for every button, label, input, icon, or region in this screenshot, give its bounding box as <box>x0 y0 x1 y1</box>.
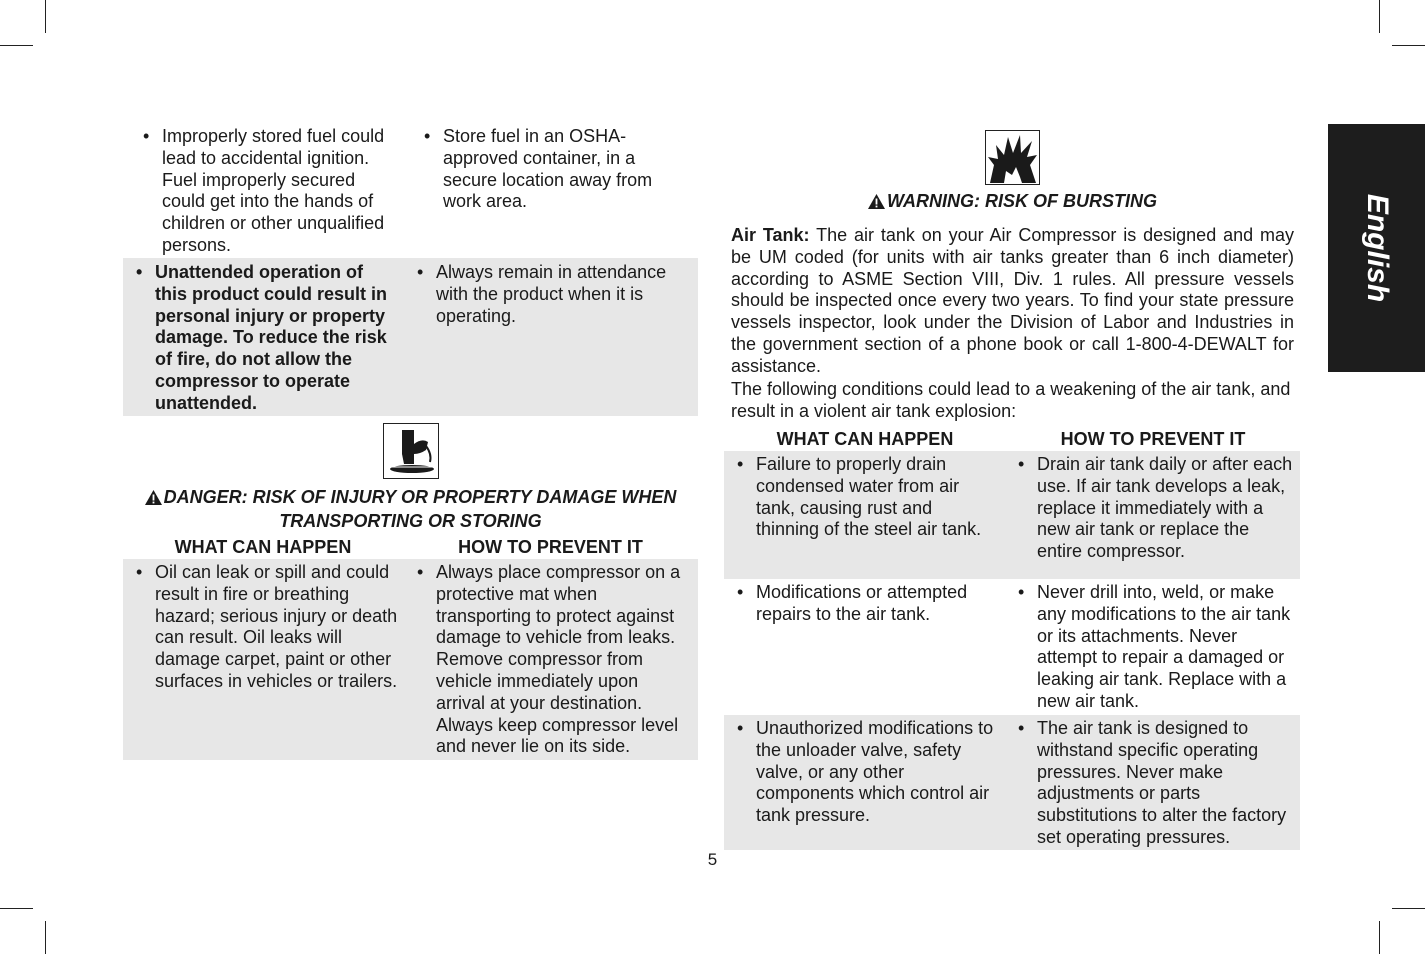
fuel-hazard-text: Improperly stored fuel could lead to accidental ignition. Fuel improperly secured could get into the hands of children or other unqualified persons. <box>162 126 385 255</box>
oil-prevention-item: • Always place compressor on a protective mat when transporting to protect against damage to vehicle from leaks. Remove compressor from vehicle immediately upon arrival at your destination. Always keep compressor level and never lie on its side. <box>417 562 689 758</box>
crop-mark <box>45 0 46 33</box>
fuel-hazard-item: • Improperly stored fuel could lead to accidental ignition. Fuel improperly secured could get into the hands of children or other unqualified persons. <box>143 126 393 257</box>
oil-spill-icon <box>383 423 439 479</box>
crop-mark <box>0 908 33 909</box>
language-tab <box>1328 124 1425 372</box>
crop-mark <box>1379 921 1380 954</box>
crop-mark <box>1392 45 1425 46</box>
unauthorized-hazard-text: Unauthorized modifications to the unloader valve, safety valve, or any other components which control air tank pressure. <box>756 718 994 826</box>
danger-title-line1: DANGER: RISK OF INJURY OR PROPERTY DAMAGE WHEN <box>163 487 677 507</box>
oil-prevention-text: Always place compressor on a protective mat when transporting to protect against damage to vehicle from leaks. Remove compressor from vehicle immediately upon arrival at your destination. Always keep compressor level and never lie on its side. <box>436 562 681 757</box>
drain-hazard-item: • Failure to properly drain condensed water from air tank, causing rust and thinning of the steel air tank. <box>737 454 999 541</box>
oil-hazard-text: Oil can leak or spill and could result in fire or breathing hazard; serious injury or death can result. Oil leaks will damage carpet, paint or other surfaces in vehicles or trailers. <box>155 562 398 691</box>
air-tank-text: The air tank on your Air Compressor is designed and may be UM coded (for units with air tanks greater than 6 inch diameter) according to ASME Section VIII, Div. 1 rules. All pressure vessels should be inspected once every two years. To find your state pressure vessels inspector, look under the Division of Labor and Industries in the government section of a phone book or call 1-800-4-DEWALT for assistance. <box>731 225 1294 376</box>
modification-prevention-text: Never drill into, weld, or make any modifications to the air tank or its attachments. Never attempt to repair a damaged or leaking air tank. Replace with a new air tank. <box>1037 582 1291 711</box>
alert-triangle-icon <box>868 193 885 215</box>
unattended-prevention-text: Always remain in attendance with the product when it is operating. <box>436 262 667 326</box>
warning-title-text: WARNING: RISK OF BURSTING <box>887 191 1157 211</box>
air-tank-label: Air Tank: <box>731 225 810 245</box>
unauthorized-prevention-text: The air tank is designed to withstand specific operating pressures. Never make adjustments or parts substitutions to alter the factory set operating pressures. <box>1037 718 1287 847</box>
unattended-hazard-text: Unattended operation of this product could result in personal injury or property damage. To reduce the risk of fire, do not allow the compressor to operate unattended. <box>155 262 388 413</box>
burst-explosion-icon <box>985 130 1040 185</box>
page-number: 5 <box>707 850 718 869</box>
modification-hazard-item: • Modifications or attempted repairs to the air tank. <box>737 582 999 626</box>
modification-hazard-text: Modifications or attempted repairs to the air tank. <box>756 582 968 624</box>
language-tab-label: English <box>1361 193 1394 303</box>
left-col-header-how: HOW TO PREVENT IT <box>458 537 643 557</box>
unattended-hazard-item: • Unattended operation of this product could result in personal injury or property damage. To reduce the risk of fire, do not allow the compressor to operate unattended. <box>136 262 394 415</box>
fuel-prevention-item: • Store fuel in an OSHA-approved container, in a secure location away from work area. <box>424 126 674 213</box>
modification-prevention-item: • Never drill into, weld, or make any modifications to the air tank or its attachments. Never attempt to repair a damaged or leaking air tank. Replace with a new air tank. <box>1018 582 1296 713</box>
unattended-prevention-item: • Always remain in attendance with the product when it is operating. <box>417 262 687 327</box>
conditions-paragraph: The following conditions could lead to a weakening of the air tank, and result in a violent air tank explosion: <box>731 379 1291 421</box>
air-tank-paragraph <box>731 225 1294 378</box>
danger-title <box>123 487 698 532</box>
alert-triangle-icon <box>145 489 162 511</box>
drain-prevention-item: • Drain air tank daily or after each use. If air tank develops a leak, replace it immediately with a new air tank or replace the entire compressor. <box>1018 454 1296 563</box>
crop-mark <box>1392 908 1425 909</box>
right-col-header-what: WHAT CAN HAPPEN <box>776 429 954 449</box>
crop-mark <box>45 921 46 954</box>
unauthorized-prevention-item: • The air tank is designed to withstand specific operating pressures. Never make adjustments or parts substitutions to alter the factory set operating pressures. <box>1018 718 1296 849</box>
drain-prevention-text: Drain air tank daily or after each use. If air tank develops a leak, replace it immediately with a new air tank or replace the entire compressor. <box>1037 454 1293 562</box>
fuel-prevention-text: Store fuel in an OSHA-approved container, in a secure location away from work area. <box>443 126 653 212</box>
warning-title <box>730 191 1295 215</box>
unauthorized-hazard-item: • Unauthorized modifications to the unloader valve, safety valve, or any other components which control air tank pressure. <box>737 718 999 827</box>
left-col-header-what: WHAT CAN HAPPEN <box>174 537 352 557</box>
crop-mark <box>1379 0 1380 33</box>
right-col-header-how: HOW TO PREVENT IT <box>1060 429 1246 449</box>
drain-hazard-text: Failure to properly drain condensed water from air tank, causing rust and thinning of the steel air tank. <box>756 454 982 540</box>
crop-mark <box>0 45 33 46</box>
danger-title-line2: TRANSPORTING OR STORING <box>279 510 542 531</box>
oil-hazard-item: • Oil can leak or spill and could result in fire or breathing hazard; serious injury or death can result. Oil leaks will damage carpet, paint or other surfaces in vehicles or trailers. <box>136 562 401 693</box>
